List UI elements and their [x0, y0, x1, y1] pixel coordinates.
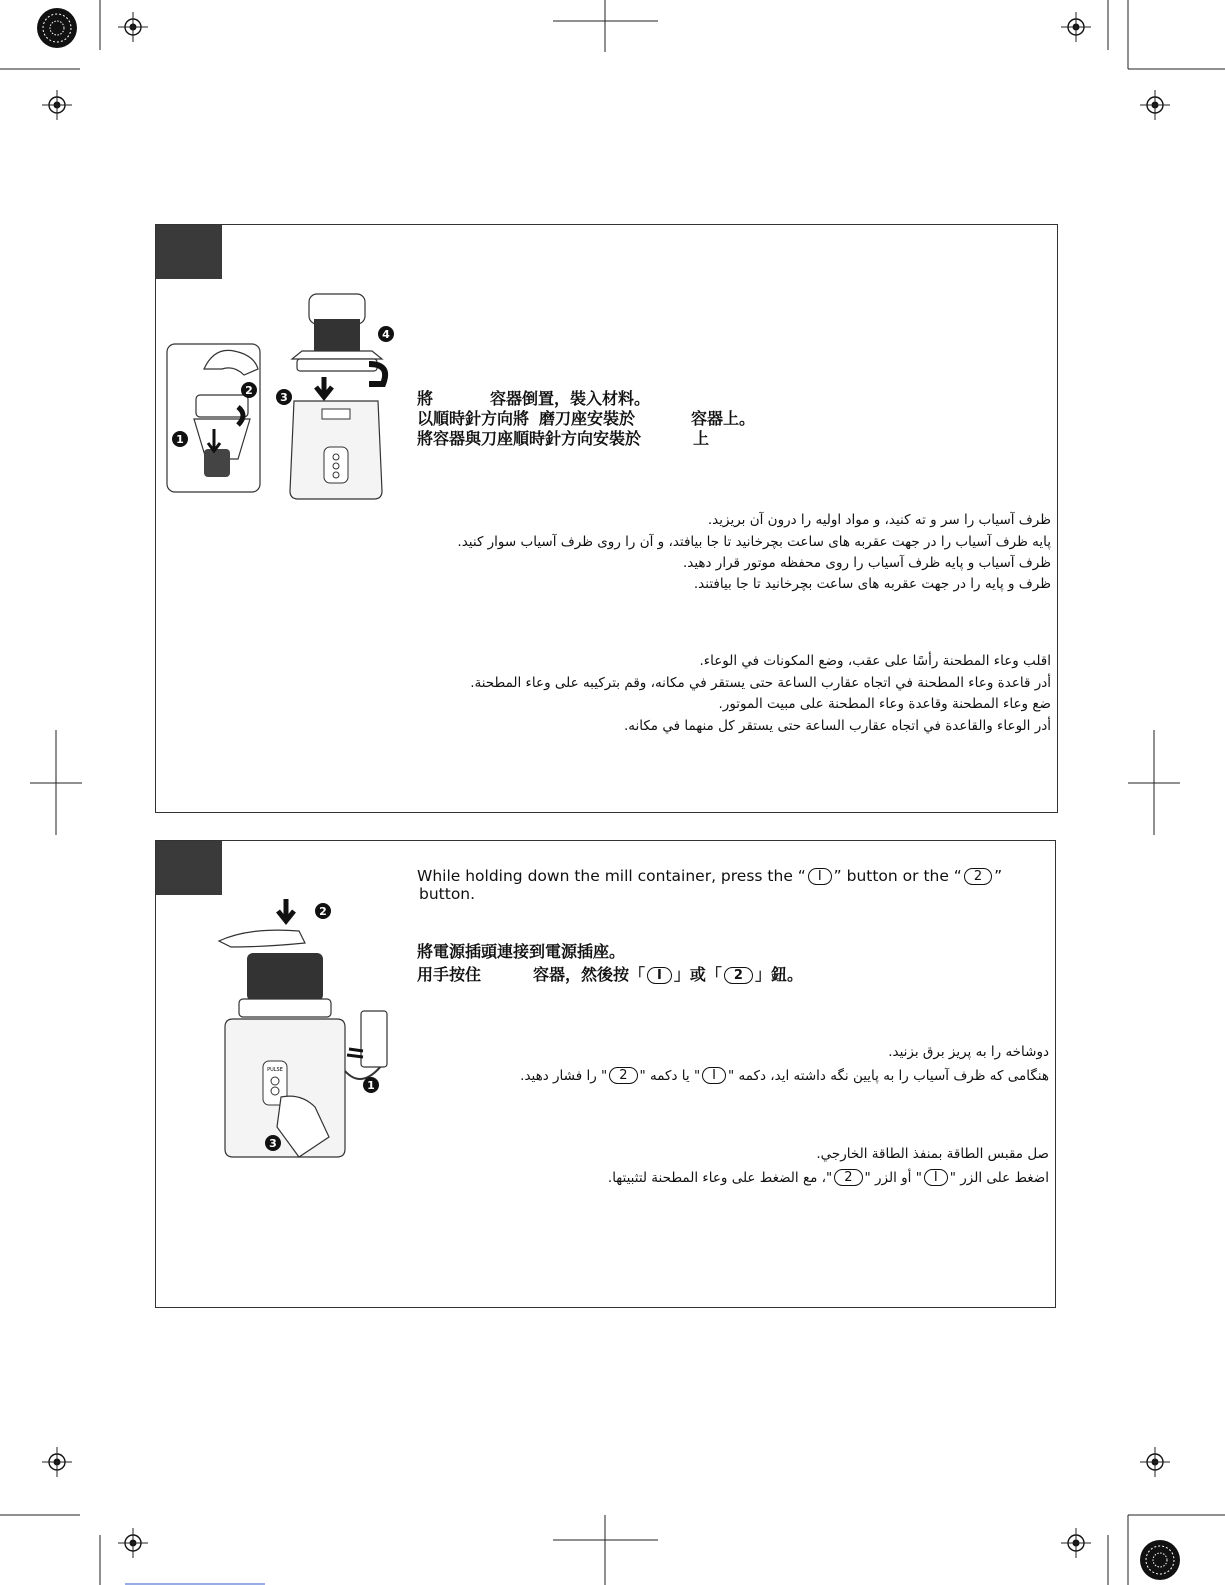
button-i-icon: I	[808, 868, 832, 885]
ar-instruction-2: أدر قاعدة وعاء المطحنة في اتجاه عقارب الساعة حتى يستقر في مكانه، وقم بتركيبه على وعاء المطحنة.	[470, 675, 1051, 691]
registration-mark	[118, 1528, 148, 1558]
fa-instruction-3: ظرف آسیاب و پایه ظرف آسیاب را روی محفظه موتور قرار دهید.	[682, 555, 1051, 571]
fa-instruction-2: پایه ظرف آسیاب را در جهت عقربه های ساعت بچرخانید تا جا بیافتد، و آن را روی ظرف آسیاب سوار کنید.	[457, 534, 1051, 550]
svg-text:2: 2	[245, 384, 253, 397]
button-i-icon: I	[924, 1169, 948, 1186]
registration-mark	[1140, 90, 1170, 120]
button-2-icon: 2	[834, 1169, 862, 1186]
registration-mark	[1061, 1528, 1091, 1558]
button-i-icon: I	[702, 1067, 726, 1084]
step-panel-assemble	[155, 224, 1058, 813]
svg-text:1: 1	[367, 1079, 375, 1092]
wall-outlet-icon	[361, 1011, 387, 1067]
registration-mark	[42, 1447, 72, 1477]
ingredients-icon	[204, 449, 230, 477]
ar-instruction-2: اضغط على الزر "I" أو الزر "2"، مع الضغط على وعاء المطحنة لتثبيتها.	[607, 1170, 1049, 1186]
ar-instruction-3: ضع وعاء المطحنة وقاعدة وعاء المطحنة على مبيت الموتور.	[718, 696, 1051, 712]
crop-mark-right-middle	[1128, 730, 1180, 835]
zh-instruction-3: 將容器與刀座順時針方向安裝於 上	[417, 429, 710, 448]
crop-mark-top-right	[1108, 0, 1225, 69]
zh-instruction-1: 將 容器倒置，裝入材料。	[417, 389, 651, 408]
button-2-icon: 2	[724, 967, 753, 984]
starburst-bottom-right	[1140, 1540, 1180, 1580]
crop-mark-top-center	[553, 0, 658, 52]
button-i-icon: I	[647, 967, 672, 984]
svg-text:PULSE: PULSE	[267, 1067, 283, 1073]
svg-text:4: 4	[382, 328, 390, 341]
button-2-icon: 2	[964, 868, 992, 885]
crop-mark-bottom-left	[0, 1515, 100, 1585]
svg-text:3: 3	[280, 391, 288, 404]
zh-instruction-2: 以順時針方向將 磨刀座安裝於 容器上。	[417, 409, 756, 428]
mill-contents-icon	[314, 319, 360, 353]
fa-instruction-1: ظرف آسیاب را سر و ته کنید، و مواد اولیه را درون آن بریزید.	[707, 512, 1051, 528]
registration-mark	[42, 90, 72, 120]
button-2-icon: 2	[609, 1067, 637, 1084]
registration-mark	[1061, 12, 1091, 42]
ar-instruction-1: صل مقبس الطاقة بمنفذ الطاقة الخارجي.	[816, 1146, 1049, 1162]
svg-text:3: 3	[269, 1137, 277, 1150]
zh-instruction-2: 用手按住 容器，然後按「 I 」或「 2 」鈕。	[417, 965, 803, 984]
crop-mark-left-middle	[30, 730, 82, 835]
registration-mark	[1140, 1447, 1170, 1477]
svg-text:2: 2	[319, 905, 327, 918]
svg-text:1: 1	[176, 433, 184, 446]
operation-illustration	[211, 891, 401, 1161]
en-instruction: While holding down the mill container, press the “ I ” button or the “ 2 ”	[417, 867, 1003, 885]
step-panel-operate	[155, 840, 1056, 1308]
rotate-arrow-icon	[369, 364, 385, 384]
fa-instruction-1: دوشاخه را به پریز برق بزنید.	[888, 1044, 1049, 1060]
crop-mark-bottom-center	[553, 1515, 658, 1585]
assembly-illustration	[164, 289, 394, 509]
hand-icon	[219, 930, 305, 947]
zh-instruction-1: 將電源插頭連接到電源插座。	[417, 942, 626, 961]
ar-instruction-4: أدر الوعاء والقاعدة في اتجاه عقارب الساعة حتى يستقر كل منهما في مكانه.	[623, 718, 1051, 734]
down-arrow-icon	[278, 899, 294, 921]
en-instruction-cont: button.	[419, 885, 476, 903]
down-arrow-icon	[316, 377, 332, 397]
ar-instruction-1: اقلب وعاء المطحنة رأسًا على عقب، وضع المكونات في الوعاء.	[699, 653, 1051, 669]
mill-contents-icon	[247, 953, 323, 1001]
starburst-top-left	[37, 8, 77, 48]
step-number-tab	[156, 225, 222, 279]
registration-mark	[118, 12, 148, 42]
fa-instruction-4: ظرف و پایه را در جهت عقربه های ساعت بچرخانید تا جا بیافتند.	[693, 576, 1051, 592]
fa-instruction-2: هنگامی که ظرف آسیاب را به پایین نگه داشته اید، دکمه "I" یا دکمه "2" را فشار دهید.	[520, 1068, 1049, 1084]
step-number-tab	[156, 841, 222, 895]
